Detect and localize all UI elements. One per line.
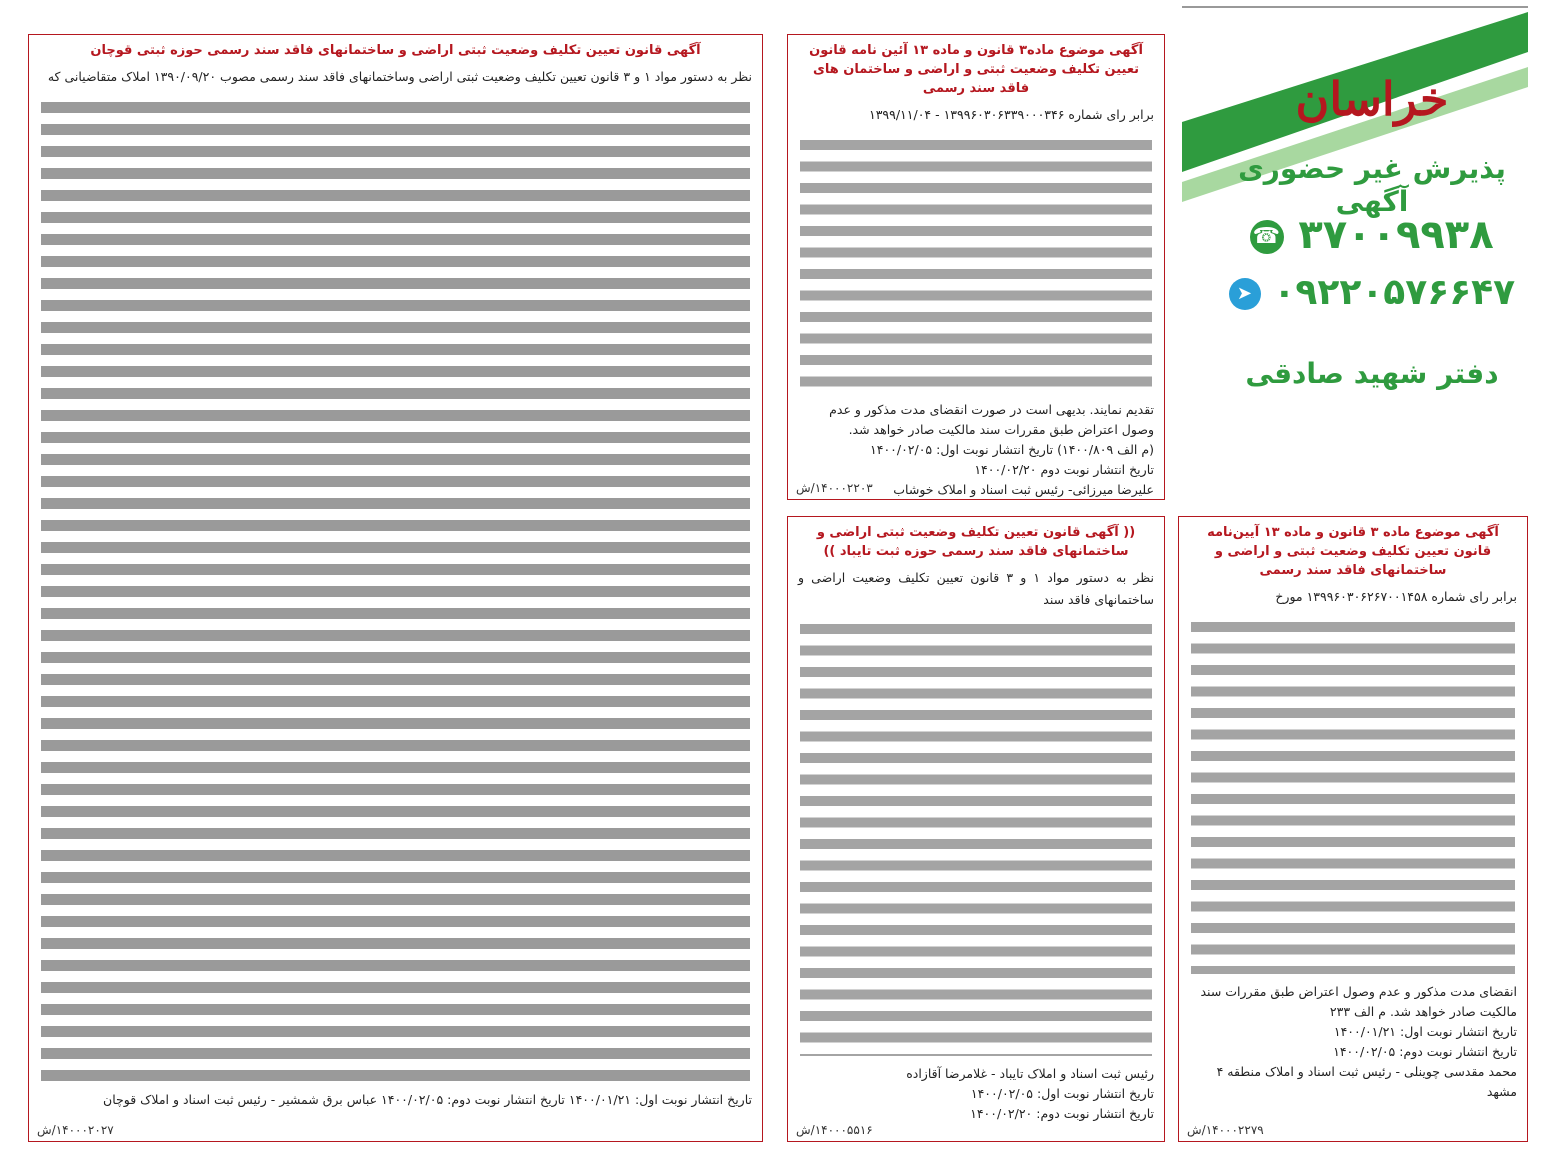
notice-quchan [28, 34, 763, 1142]
notice-body-text [800, 618, 1152, 1056]
notice-mashhad [1178, 516, 1528, 1142]
ad-mobile-row [1227, 272, 1517, 313]
publish-date-2: تاریخ انتشار نوبت دوم ۱۴۰۰/۰۲/۲۰ [974, 461, 1154, 477]
notice-body-text [41, 96, 750, 1082]
notice-body-text [1191, 616, 1515, 974]
publish-date-1: تاریخ انتشار نوبت اول: ۱۴۰۰/۰۲/۰۵ [970, 1086, 1154, 1101]
notice-title: آگهی قانون تعیین تکلیف وضعیت ثبتی اراضی و ساختمانهای فاقد سند رسمی حوزه ثبتی قوچان [90, 43, 701, 58]
notice-closing: تاریخ انتشار نوبت اول: ۱۴۰۰/۰۱/۲۱ تاریخ انتشار نوبت دوم: ۱۴۰۰/۰۲/۰۵ عباس برق شمشیر - رئیس ثبت اسناد و املاک قوچان [103, 1091, 752, 1107]
telephone-icon: ☎ [1250, 220, 1284, 254]
notice-signer: علیرضا میرزائی- رئیس ثبت اسناد و املاک خوشاب [893, 481, 1154, 497]
notice-code: ۱۴۰۰۰۲۲۰۳/ش [796, 481, 873, 495]
publish-date-1: (م الف ۱۴۰۰/۸۰۹) تاریخ انتشار نوبت اول: ۱۴۰۰/۰۲/۰۵ [870, 441, 1154, 457]
divider [1182, 6, 1528, 8]
notice-signer: رئیس ثبت اسناد و املاک تایباد - غلامرضا آقازاده [906, 1066, 1154, 1081]
notice-code: ۱۴۰۰۰۲۰۲۷/ش [37, 1123, 114, 1137]
publish-date-2: تاریخ انتشار نوبت دوم: ۱۴۰۰/۰۲/۰۵ [1333, 1043, 1517, 1059]
ad-phone-row [1227, 212, 1517, 258]
notice-code: ۱۴۰۰۰۵۵۱۶/ش [796, 1123, 873, 1137]
notice-title: آگهی موضوع ماده۳ قانون و ماده ۱۳ آئین نامه قانون تعیین تکلیف وضعیت ثبتی و اراضی و ساختمان های فاقد سند رسمی [809, 43, 1143, 96]
notice-first-line: نظر به دستور مواد ۱ و ۳ قانون تعیین تکلیف وضعیت ثبتی اراضی وساختمانهای فاقد سند رسمی مصوب ۱۳۹۰/۰۹/۲۰ املاک متقاضیانی که [47, 69, 752, 84]
khorasan-ad [1182, 12, 1528, 490]
ad-logo: خراسان [1295, 72, 1449, 126]
notice-closing: تقدیم نمایند. بدیهی است در صورت انقضای مدت مذکور و عدم وصول اعتراض طبق مقررات سند مالکیت صادر خواهد شد. [829, 401, 1154, 437]
notice-taybad [787, 516, 1165, 1142]
notice-signer: محمد مقدسی چوینلی - رئیس ثبت اسناد و املاک منطقه ۴ مشهد [1216, 1063, 1517, 1099]
notice-closing: انقضای مدت مذکور و عدم وصول اعتراض طبق مقررات سند مالکیت صادر خواهد شد. م الف ۲۳۳ [1200, 983, 1517, 1019]
notice-title: آگهی موضوع ماده ۳ قانون و ماده ۱۳ آیین‌نامه قانون تعیین تکلیف وضعیت ثبتی و اراضی و ساختمانهای فاقد سند رسمی [1207, 525, 1499, 578]
notice-khoshab [787, 34, 1165, 500]
telegram-icon: ➤ [1229, 278, 1261, 310]
notice-first-line: برابر رای شماره ۱۳۹۹۶۰۳۰۶۲۶۷۰۰۱۴۵۸ مورخ [1275, 589, 1517, 604]
publish-date-1: تاریخ انتشار نوبت اول: ۱۴۰۰/۰۱/۲۱ [1333, 1023, 1517, 1039]
notice-title: (( آگهی قانون تعیین تکلیف وضعیت ثبتی اراضی و ساختمانهای فاقد سند رسمی حوزه ثبت تایباد )) [816, 525, 1136, 559]
ad-tagline: پذیرش غیر حضوری آگهی [1238, 152, 1506, 218]
notice-first-line: برابر رای شماره ۱۳۹۹۶۰۳۰۶۳۳۹۰۰۰۳۴۶ - ۱۳۹۹/۱۱/۰۴ [868, 107, 1154, 122]
publish-date-2: تاریخ انتشار نوبت دوم: ۱۴۰۰/۰۲/۲۰ [970, 1106, 1154, 1121]
ad-mobile: ۰۹۲۲۰۵۷۶۶۴۷ [1273, 272, 1516, 313]
ad-office: دفتر شهید صادقی [1245, 357, 1499, 390]
notice-code: ۱۴۰۰۰۲۲۷۹/ش [1187, 1123, 1264, 1137]
ad-phone: ۳۷۰۰۹۹۳۸ [1298, 212, 1494, 258]
notice-body-text [800, 134, 1152, 392]
notice-first-line: نظر به دستور مواد ۱ و ۳ قانون تعیین تکلیف وضعیت اراضی و ساختمانهای فاقد سند [798, 570, 1154, 607]
